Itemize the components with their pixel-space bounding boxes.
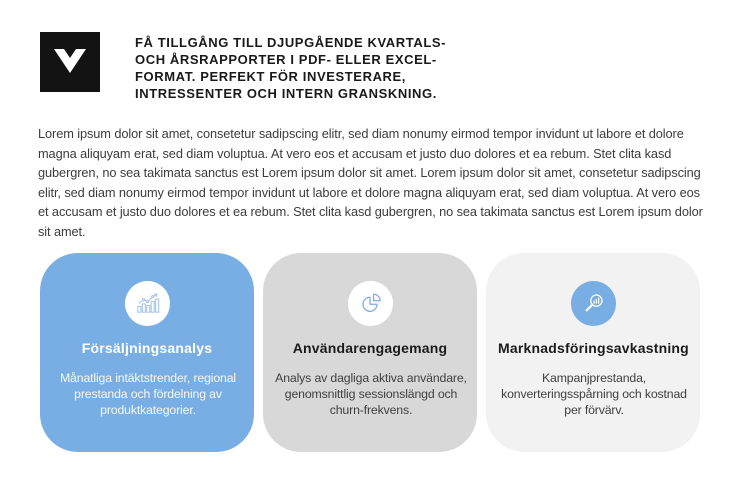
card-user-engagement[interactable] — [263, 253, 477, 452]
magnifier-analytics-icon — [580, 290, 607, 317]
card-title: Användarengagemang — [292, 340, 448, 356]
card-marketing-roi[interactable] — [486, 253, 700, 452]
heading-line: FORMAT. PERFEKT FÖR INVESTERARE, — [135, 69, 407, 84]
w-arrow-logo-icon — [40, 32, 100, 92]
heading-line: FÅ TILLGÅNG TILL DJUPGÅENDE KVARTALS- — [135, 35, 447, 50]
sales-icon-circle — [125, 281, 170, 326]
card-title: Marknadsföringsavkastning — [498, 340, 689, 356]
intro-paragraph: Lorem ipsum dolor sit amet, consetetur sadipscing elitr, sed diam nonumy eirmod tempor invidunt ut labore et dolore magna aliquyam erat, sed diam voluptua. At vero eos et accusam et justo duo dolores et ea rebum. Stet clita kasd gubergren, no sea takimata sanctus est Lorem ipsum dolor sit amet. Lorem ipsum dolor sit amet, consetetur sadipscing elitr, sed diam nonumy eirmod tempor invidunt ut labore et dolore magna aliquyam erat, sed diam voluptua. At vero eos et accusam et justo duo dolores et ea rebum. Stet clita kasd gubergren, no sea takimata sanctus est Lorem ipsum dolor sit amet. — [38, 126, 703, 239]
card-description: Analys av dagliga aktiva användare, genomsnittlig sessionslängd och churn-frekvens. — [275, 371, 467, 417]
card-description: Månatliga intäktstrender, regional prestanda och fördelning av produktkategorier. — [59, 371, 237, 417]
header — [40, 32, 446, 102]
bar-chart-growth-icon — [134, 290, 161, 317]
page-title — [135, 32, 446, 102]
pie-chart-icon — [357, 290, 384, 317]
heading-line: INTRESSENTER OCH INTERN GRANSKNING. — [135, 86, 437, 101]
card-description: Kampanjprestanda, konverteringsspårning och kostnad per förvärv. — [501, 371, 687, 417]
marketing-icon-circle — [571, 281, 616, 326]
brand-logo[interactable] — [40, 32, 100, 92]
heading-line: OCH ÅRSRAPPORTER I PDF- ELLER EXCEL- — [135, 52, 437, 67]
card-sales-analysis[interactable] — [40, 253, 254, 452]
engagement-icon-circle — [348, 281, 393, 326]
feature-cards — [40, 253, 700, 452]
card-title: Försäljningsanalys — [81, 340, 213, 356]
